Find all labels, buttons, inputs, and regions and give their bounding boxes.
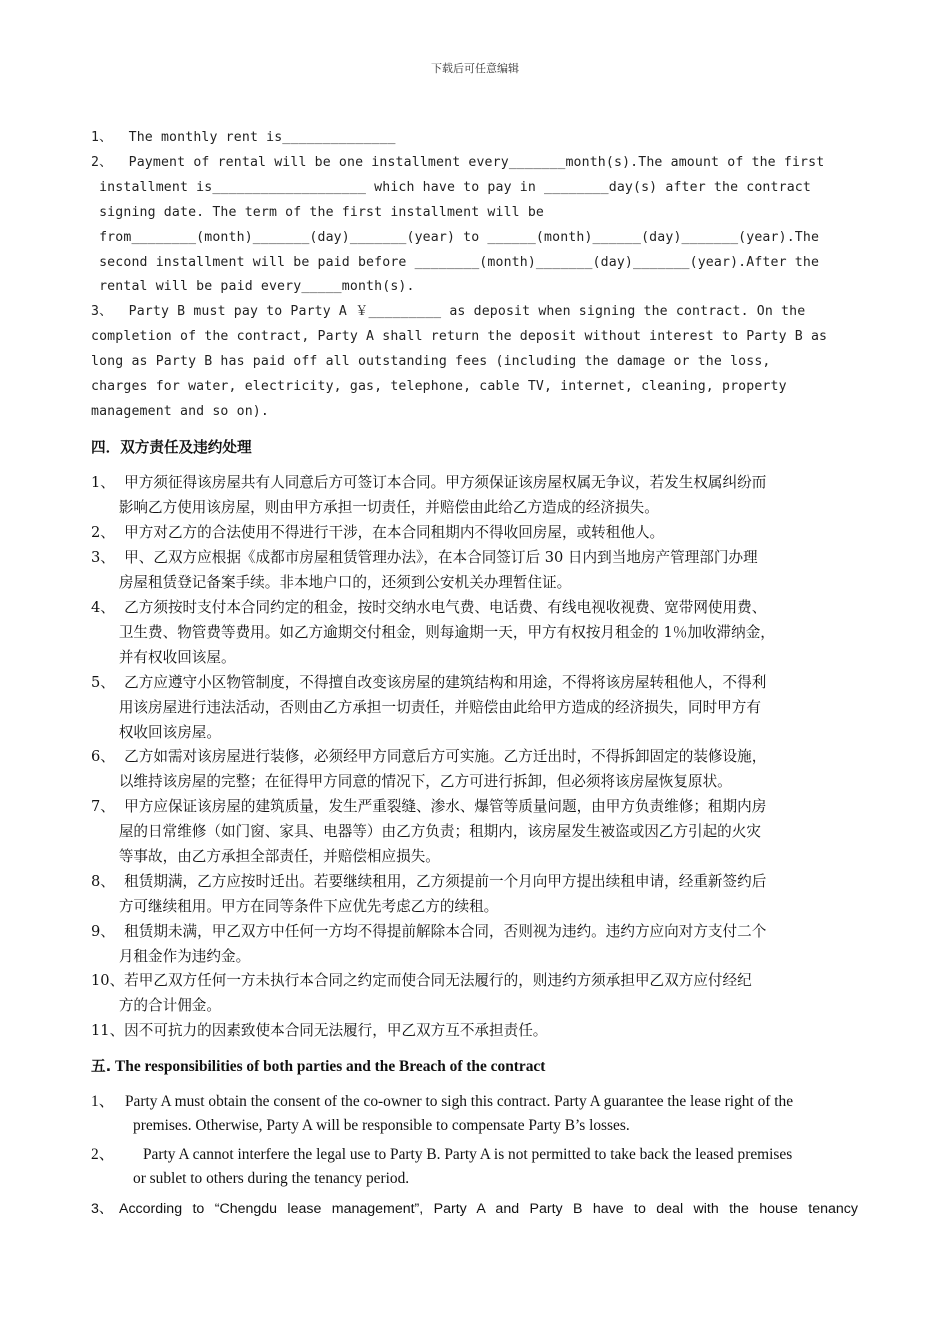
clause-line: 8、 租赁期满，乙方应按时迁出。若要继续租用，乙方须提前一个月向甲方提出续租申请，经重新签约后 <box>91 873 767 890</box>
clause-line: 房屋租赁登记备案手续。非本地户口的，还须到公安机关办理暂住证。 <box>91 574 572 591</box>
item-line: Party A cannot interfere the legal use to Party B. Party A is not permitted to take back the leased premises <box>143 1146 793 1163</box>
item-line: premises. Otherwise, Party A will be responsible to compensate Party B’s losses. <box>133 1117 630 1134</box>
clause-line: 以维持该房屋的完整；在征得甲方同意的情况下，乙方可进行拆卸，但必须将该房屋恢复原状。 <box>91 773 732 790</box>
clause-line: 影响乙方使用该房屋，则由甲方承担一切责任，并赔偿由此给乙方造成的经济损失。 <box>91 499 659 516</box>
terms-line: from________(month)_______(day)_______(year) to ______(month)______(day)_______(year).The <box>91 230 820 245</box>
clause-line: 1、 甲方须征得该房屋共有人同意后方可签订本合同。甲方须保证该房屋权属无争议，若发生权属纠纷而 <box>91 474 767 491</box>
clause-line: 卫生费、物管费等费用。如乙方逾期交付租金，则每逾期一天，甲方有权按月租金的 1％加收滞纳金， <box>91 624 775 641</box>
clause-line: 权收回该房屋。 <box>91 724 221 741</box>
terms-line: second installment will be paid before ________(month)_______(day)_______(year).After the <box>91 255 820 270</box>
item-line: According to “Chengdu lease management”, Party A and Party B have to deal with the house tenancy <box>119 1201 858 1217</box>
clause-line: 6、 乙方如需对该房屋进行装修，必须经甲方同意后方可实施。乙方迁出时，不得拆卸固定的装修设施， <box>91 748 767 765</box>
section5-title <box>91 1055 545 1076</box>
section5-heading-text: The responsibilities of both parties and the Breach of the contract <box>115 1058 546 1075</box>
section4-title: 四．双方责任及违约处理 <box>91 439 252 456</box>
terms-line: 2、 Payment of rental will be one installment every_______month(s).The amount of the first <box>91 155 825 170</box>
clause-line: 4、 乙方须按时支付本合同约定的租金，按时交纳水电气费、电话费、有线电视收视费、宽带网使用费、 <box>91 599 767 616</box>
clause-line: 屋的日常维修（如门窗、家具、电器等）由乙方负责；租期内，该房屋发生被盗或因乙方引起的火灾 <box>91 823 761 840</box>
terms-line: 3、 Party B must pay to Party A ￥_________ as deposit when signing the contract. On the <box>91 304 806 319</box>
clause-line: 11、因不可抗力的因素致使本合同无法履行，甲乙双方互不承担责任。 <box>91 1022 548 1039</box>
terms-line: charges for water, electricity, gas, telephone, cable TV, internet, cleaning, property <box>91 379 787 394</box>
item-number: 2、 <box>91 1146 115 1163</box>
clause-line: 方的合计佣金。 <box>91 997 221 1014</box>
item-number: 1、 <box>91 1093 115 1110</box>
section5-number: 五. <box>91 1058 112 1075</box>
clause-line: 等事故，由乙方承担全部责任，并赔偿相应损失。 <box>91 848 440 865</box>
item-line: or sublet to others during the tenancy period. <box>133 1170 410 1187</box>
terms-line: completion of the contract, Party A shall return the deposit without interest to Party B as <box>91 329 828 344</box>
terms-line: installment is___________________ which have to pay in ________day(s) after the contract <box>91 180 811 195</box>
clause-line: 2、 甲方对乙方的合法使用不得进行干涉，在本合同租期内不得收回房屋，或转租他人。 <box>91 524 665 541</box>
terms-line: rental will be paid every_____month(s). <box>91 279 415 294</box>
terms-line: 1、 The monthly rent is______________ <box>91 130 396 145</box>
clause-line: 方可继续租用。甲方在同等条件下应优先考虑乙方的续租。 <box>91 898 499 915</box>
clause-line: 并有权收回该屋。 <box>91 649 236 666</box>
clause-line: 9、 租赁期未满，甲乙双方中任何一方均不得提前解除本合同，否则视为违约。违约方应向对方支付二个 <box>91 923 767 940</box>
terms-line: management and so on). <box>91 404 269 419</box>
clause-line: 3、 甲、乙双方应根据《成都市房屋租赁管理办法》，在本合同签订后 30 日内到当地房产管理部门办理 <box>91 549 758 566</box>
terms-line: signing date. The term of the first installment will be <box>91 205 545 220</box>
clause-line: 5、 乙方应遵守小区物管制度，不得擅自改变该房屋的建筑结构和用途，不得将该房屋转租他人，不得利 <box>91 674 767 691</box>
clause-line: 10、若甲乙双方任何一方未执行本合同之约定而使合同无法履行的，则违约方须承担甲乙双方应付经纪 <box>91 972 752 989</box>
clause-line: 用该房屋进行违法活动，否则由乙方承担一切责任，并赔偿由此给甲方造成的经济损失，同时甲方有 <box>91 699 761 716</box>
page-header: 下载后可任意编辑 <box>431 62 519 75</box>
terms-line: long as Party B has paid off all outstanding fees (including the damage or the loss, <box>91 354 771 369</box>
clause-line: 7、 甲方应保证该房屋的建筑质量，发生严重裂缝、渗水、爆管等质量问题，由甲方负责维修；租期内房 <box>91 798 767 815</box>
clause-line: 月租金作为违约金。 <box>91 948 251 965</box>
item-number: 3、 <box>91 1201 114 1217</box>
item-line: Party A must obtain the consent of the co-owner to sigh this contract. Party A guarantee the lease right of the <box>125 1093 794 1110</box>
